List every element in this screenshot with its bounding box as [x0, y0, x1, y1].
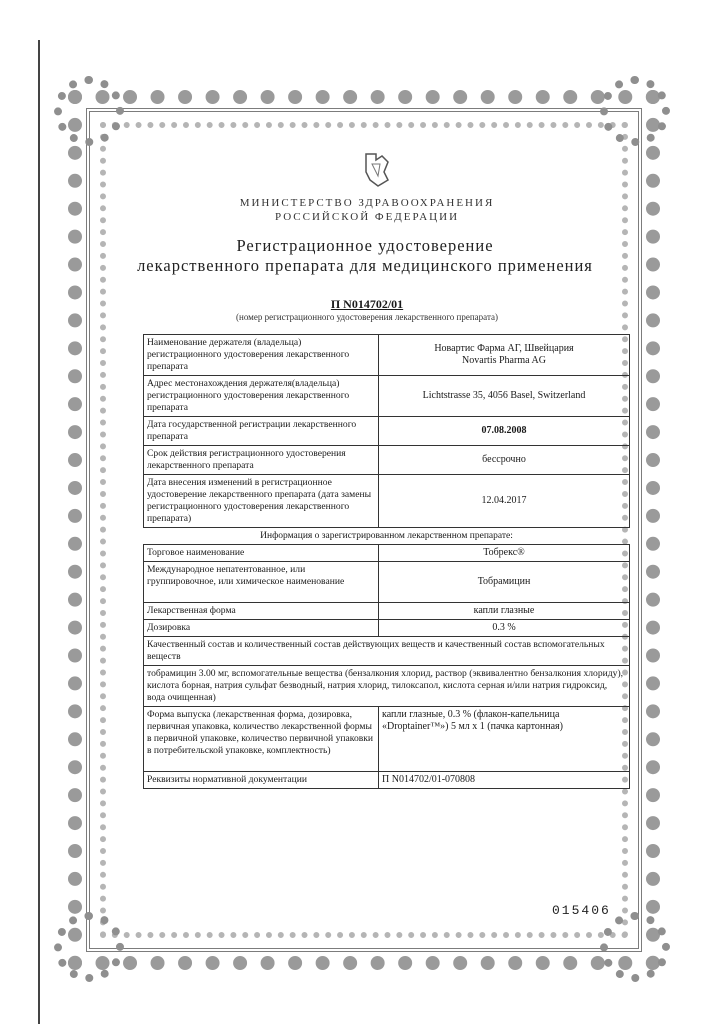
table-row — [144, 528, 630, 545]
drug-info-heading: Информация о зарегистрированном лекарственном препарате: — [144, 528, 630, 545]
table-row — [144, 335, 630, 376]
dosage-form-value: капли глазные — [379, 603, 630, 620]
table-row — [144, 772, 630, 789]
table-row — [144, 475, 630, 528]
trade-name-value: Тобрекс® — [379, 545, 630, 562]
dosage-label: Дозировка — [144, 620, 379, 637]
form-serial-number: 015406 — [552, 903, 611, 918]
table-row — [144, 446, 630, 475]
release-form-value: капли глазные, 0.3 % (флакон-капельница «Droptainer™») 5 мл х 1 (пачка картонная) — [379, 707, 630, 772]
composition-heading: Качественный состав и количественный состав действующих веществ и качественный состав вспомогательных веществ — [144, 637, 630, 666]
holder-address-label: Адрес местонахождения держателя(владельца) регистрационного удостоверения лекарственного препарата — [144, 376, 379, 417]
validity-period-label: Срок действия регистрационного удостоверения лекарственного препарата — [144, 446, 379, 475]
release-form-label: Форма выпуска (лекарственная форма, дозировка, первичная упаковка, количество лекарственной формы в первичной упаковке, количество первичной упаковки в потребительской упаковке, комплектность) — [144, 707, 379, 772]
table-row — [144, 545, 630, 562]
scan-edge-line — [38, 40, 40, 1024]
normative-doc-value: П N014702/01-070808 — [379, 772, 630, 789]
registration-number: П N014702/01 — [330, 297, 404, 311]
document-title-line2: лекарственного препарата для медицинского применения — [137, 256, 593, 275]
table-row — [144, 562, 630, 603]
ministry-name-line1: МИНИСТЕРСТВО ЗДРАВООХРАНЕНИЯ — [239, 197, 495, 209]
registration-date-label: Дата государственной регистрации лекарственного препарата — [144, 417, 379, 446]
holder-name-ru: Новартис Фарма АГ, Швейцария — [434, 343, 574, 354]
registration-date-value: 07.08.2008 — [379, 417, 630, 446]
ministry-name-line2: РОССИЙСКОЙ ФЕДЕРАЦИИ — [274, 211, 460, 223]
coat-of-arms-emblem-icon — [358, 150, 398, 190]
holder-address-value: Lichtstrasse 35, 4056 Basel, Switzerland — [379, 376, 630, 417]
table-row — [144, 603, 630, 620]
table-row — [144, 620, 630, 637]
trade-name-label: Торговое наименование — [144, 545, 379, 562]
normative-doc-label: Реквизиты нормативной документации — [144, 772, 379, 789]
composition-text: тобрамицин 3.00 мг, вспомогательные вещества (бензалкония хлорид, раствор (эквивалентно бензалкония хлориду), кислота борная, натрия сульфат безводный, натрия хлорид, тилоксапол, кислота серная и/или натрия гидроксид, вода очищенная) — [144, 666, 630, 707]
holder-name-label: Наименование держателя (владельца) регистрационного удостоверения лекарственного препарата — [144, 335, 379, 376]
document-title-line1: Регистрационное удостоверение — [236, 236, 494, 255]
ornament-corner-bottom-left — [54, 912, 124, 982]
inn-label: Международное непатентованное, или группировочное, или химическое наименование — [144, 562, 379, 603]
amendment-date-label: Дата внесения изменений в регистрационное удостоверение лекарственного препарата (дата замены регистрационного удостоверения лекарственного препарата) — [144, 475, 379, 528]
validity-period-value: бессрочно — [379, 446, 630, 475]
registration-number-caption: (номер регистрационного удостоверения лекарственного препарата) — [236, 312, 498, 322]
holder-name-value — [379, 335, 630, 376]
ornament-corner-top-right — [600, 76, 670, 146]
amendment-date-value: 12.04.2017 — [379, 475, 630, 528]
inn-value: Тобрамицин — [379, 562, 630, 603]
holder-info-table — [143, 334, 630, 789]
ornament-corner-top-left — [54, 76, 124, 146]
table-row — [144, 707, 630, 772]
dosage-form-label: Лекарственная форма — [144, 603, 379, 620]
table-row — [144, 417, 630, 446]
table-row — [144, 376, 630, 417]
table-row — [144, 637, 630, 666]
dosage-value: 0.3 % — [379, 620, 630, 637]
table-row — [144, 666, 630, 707]
holder-name-en: Novartis Pharma AG — [462, 355, 546, 366]
ornament-corner-bottom-right — [600, 912, 670, 982]
